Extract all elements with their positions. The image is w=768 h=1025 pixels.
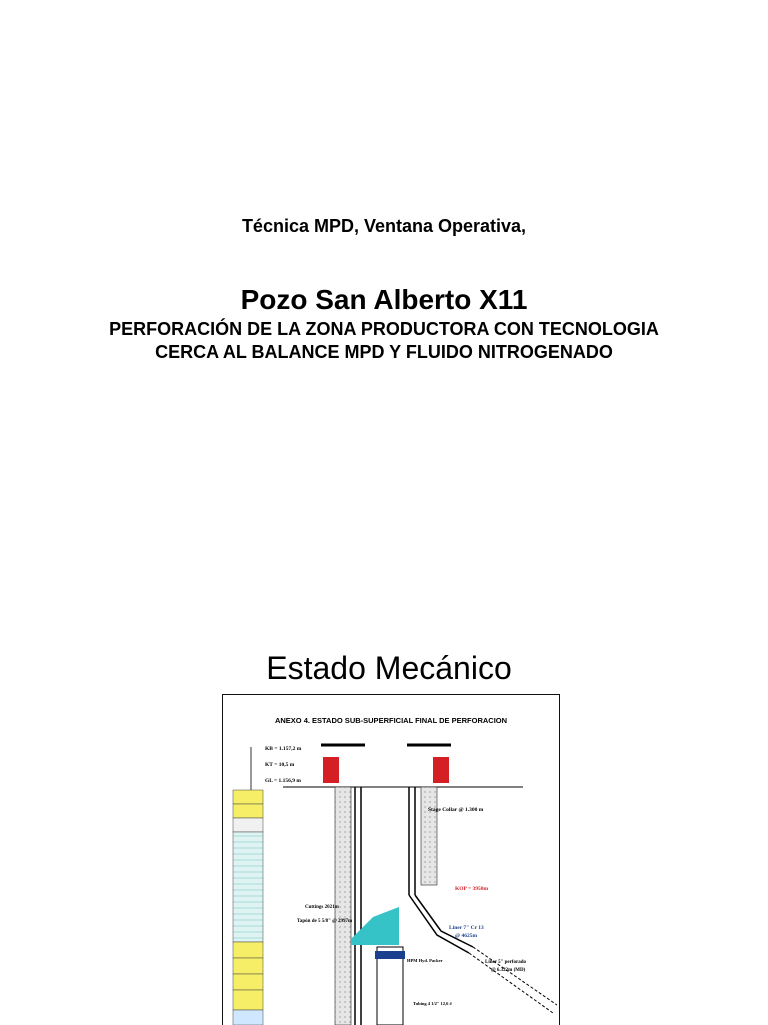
casing-right xyxy=(409,787,437,895)
stage-collar-label: Stage Collar @ 1.300 m xyxy=(428,807,484,813)
section-heading: Estado Mecánico xyxy=(266,650,512,686)
wellhead-valve-right xyxy=(433,757,449,783)
figure-heading: ANEXO 4. ESTADO SUB-SUPERFICIAL FINAL DE PERFORACION xyxy=(274,716,508,725)
liner-5-depth: @ 6.322m (MD) xyxy=(491,968,526,973)
formation-layer xyxy=(233,832,263,942)
cement-plug xyxy=(351,907,399,945)
document-subtitle: Técnica MPD, Ventana Operativa, xyxy=(241,216,527,236)
formation-layer xyxy=(233,1010,263,1025)
formation-layer xyxy=(233,974,263,990)
formation-layer xyxy=(233,818,263,832)
liner-7-depth: @ 4625m xyxy=(455,933,478,939)
kt-label: KT = 10,5 m xyxy=(265,762,295,768)
casing-left xyxy=(335,787,361,1025)
formation-layer xyxy=(233,958,263,974)
description-line-1: PERFORACIÓN DE LA ZONA PRODUCTORA CON TECNOLOGIA xyxy=(109,319,659,339)
liner-5-label: Liner 5" perforado xyxy=(485,960,527,965)
formation-layer xyxy=(233,804,263,818)
tubing-label: Tubing 4 1/2" 12,6 # xyxy=(413,1001,452,1006)
liner-7-label: Liner 7" Cr 13 xyxy=(449,925,484,931)
well-schematic-figure xyxy=(222,694,560,1025)
gl-label: GL = 1.156,9 m xyxy=(265,778,301,784)
description-line-2: CERCA AL BALANCE MPD Y FLUIDO NITROGENADO xyxy=(155,342,613,362)
formation-layer xyxy=(233,942,263,958)
kb-label: KB = 1.157,2 m xyxy=(265,746,302,752)
wellhead-valve-left xyxy=(323,757,339,783)
formation-layer xyxy=(233,790,263,804)
cuttings-label: Cuttings 2021m xyxy=(305,905,339,910)
packer-label: HPM Hyd. Packer xyxy=(407,958,443,963)
formation-column xyxy=(233,790,263,1025)
kop-label: KOP = 3950m xyxy=(455,886,489,892)
packer xyxy=(375,951,405,959)
deviated-wellbore xyxy=(409,895,469,953)
well-schematic-svg xyxy=(223,695,559,1025)
formation-layer xyxy=(233,990,263,1010)
document-title: Pozo San Alberto X11 xyxy=(240,284,528,315)
tapon-label: Tapón de 5 5/8" @ 2997m xyxy=(297,919,353,924)
